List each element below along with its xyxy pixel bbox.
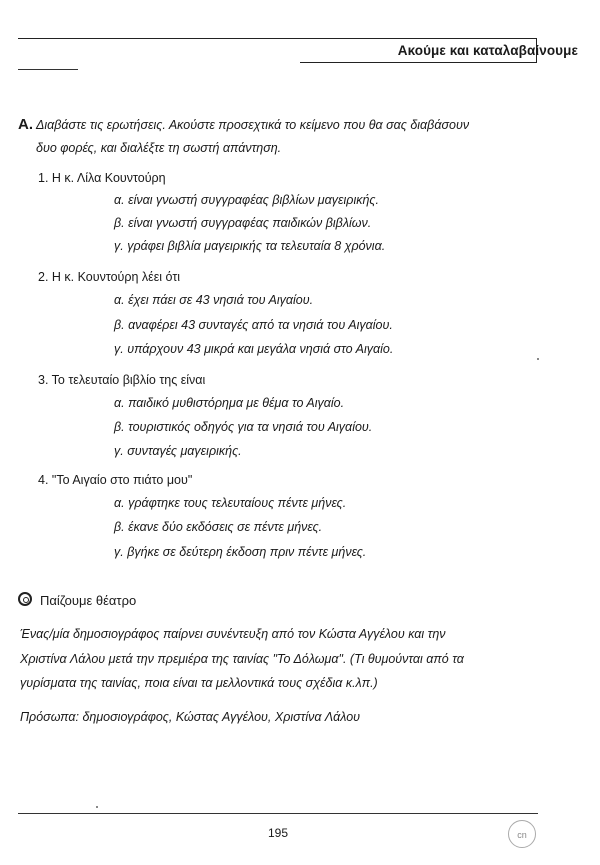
theatre-paragraph-line-2: Χριστίνα Λάλου μετά την πρεμιέρα της ταινίας "Το Δόλωμα". (Τι θυμούνται από τα: [20, 652, 464, 666]
question-3-option-a: α. παιδικό μυθιστόρημα με θέμα το Αιγαίο.: [114, 396, 345, 410]
question-3-option-b: β. τουριστικός οδηγός για τα νησιά του Αιγαίου.: [114, 420, 373, 434]
section-a-intro-line-1: Διαβάστε τις ερωτήσεις. Ακούστε προσεχτικά το κείμενο που θα σας διαβάσουν: [36, 118, 470, 132]
section-a-marker: Α.: [18, 116, 33, 133]
question-2-option-b: β. αναφέρει 43 συνταγές από τα νησιά του Αιγαίου.: [114, 318, 393, 332]
question-4-option-a: α. γράφτηκε τους τελευταίους πέντε μήνες.: [114, 496, 347, 510]
corner-stamp: cn: [508, 820, 536, 848]
section-a-intro-line-2: δυο φορές, και διαλέξτε τη σωστή απάντηση.: [36, 141, 282, 155]
question-1: 1. Η κ. Λίλα Κουντούρη: [38, 171, 166, 185]
question-4-option-b: β. έκανε δύο εκδόσεις σε πέντε μήνες.: [114, 520, 323, 534]
spiral-icon: [18, 592, 32, 606]
question-1-option-b: β. είναι γνωστή συγγραφέας παιδικών βιβλίων.: [114, 216, 372, 230]
question-2: 2. Η κ. Κουντούρη λέει ότι: [38, 270, 181, 284]
scan-speck: [96, 806, 98, 808]
theatre-section-title: Παίζουμε θέατρο: [40, 593, 137, 608]
header-rule-bottom: [18, 69, 78, 70]
question-3-option-c: γ. συνταγές μαγειρικής.: [114, 444, 242, 458]
scan-speck: [537, 358, 539, 360]
page-number: 195: [268, 826, 289, 840]
footer-rule: [18, 813, 538, 814]
question-1-option-c: γ. γράφει βιβλία μαγειρικής τα τελευταία 8 χρόνια.: [114, 239, 386, 253]
question-4: 4. "Το Αιγαίο στο πιάτο μου": [38, 473, 193, 487]
theatre-persons: Πρόσωπα: δημοσιογράφος, Κώστας Αγγέλου, Χριστίνα Λάλου: [20, 710, 361, 724]
theatre-paragraph-line-1: Ένας/μία δημοσιογράφος παίρνει συνέντευξη από τον Κώστα Αγγέλου και την: [20, 627, 446, 641]
header-title: Ακούμε και καταλαβαίνουμε: [397, 43, 578, 58]
question-3: 3. Το τελευταίο βιβλίο της είναι: [38, 373, 206, 387]
theatre-paragraph-line-3: γυρίσματα της ταινίας, ποια είναι τα μελλοντικά τους σχέδια κ.λπ.): [20, 676, 378, 690]
question-2-option-a: α. έχει πάει σε 43 νησιά του Αιγαίου.: [114, 293, 314, 307]
question-4-option-c: γ. βγήκε σε δεύτερη έκδοση πριν πέντε μήνες.: [114, 545, 367, 559]
question-1-option-a: α. είναι γνωστή συγγραφέας βιβλίων μαγειρικής.: [114, 193, 379, 207]
question-2-option-c: γ. υπάρχουν 43 μικρά και μεγάλα νησιά στο Αιγαίο.: [114, 342, 394, 356]
